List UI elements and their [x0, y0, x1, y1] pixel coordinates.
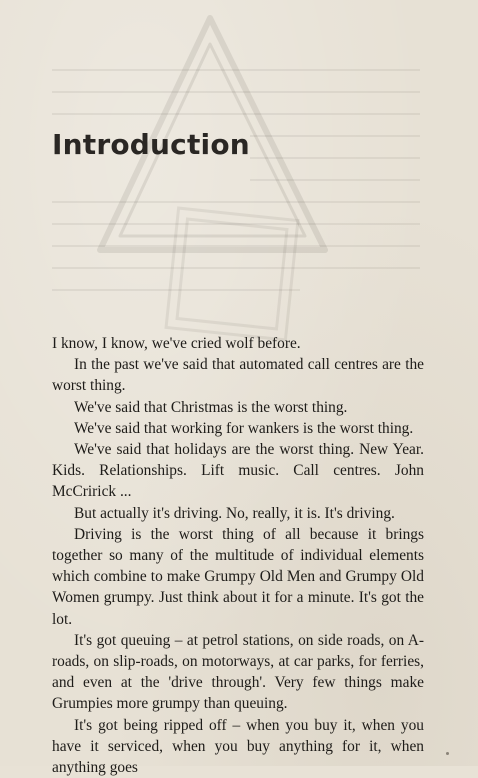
body-paragraph: I know, I know, we've cried wolf before. — [52, 335, 301, 352]
body-paragraph: It's got being ripped off – when you buy it, when you have it serviced, when you buy anything for it, when anything goes — [52, 716, 424, 777]
chapter-body — [52, 333, 424, 778]
body-paragraph: It's got queuing – at petrol stations, on side roads, on A-roads, on slip-roads, on motorways, at car parks, for ferries, and even at the 'drive through'. Very few things make Grumpies more grumpy than queuing. — [52, 631, 424, 713]
body-paragraph: We've said that working for wankers is the worst thing. — [74, 419, 414, 437]
paper-speck — [446, 752, 449, 755]
body-paragraph: Driving is the worst thing of all because it brings together so many of the multitude of individual elements which combine to make Grumpy Old Men and Grumpy Old Women grumpy. Just think about it for a minute. It's got the lot. — [52, 525, 424, 628]
body-paragraph: In the past we've said that automated call centres are the worst thing. — [52, 356, 424, 395]
chapter-heading: Introduction — [52, 128, 250, 161]
body-paragraph: We've said that Christmas is the worst thing. — [74, 398, 348, 416]
body-paragraph: We've said that holidays are the worst thing. New Year. Kids. Relationships. Lift music. Call centres. John McCririck ... — [52, 441, 424, 501]
body-paragraph: But actually it's driving. No, really, it is. It's driving. — [74, 504, 395, 522]
